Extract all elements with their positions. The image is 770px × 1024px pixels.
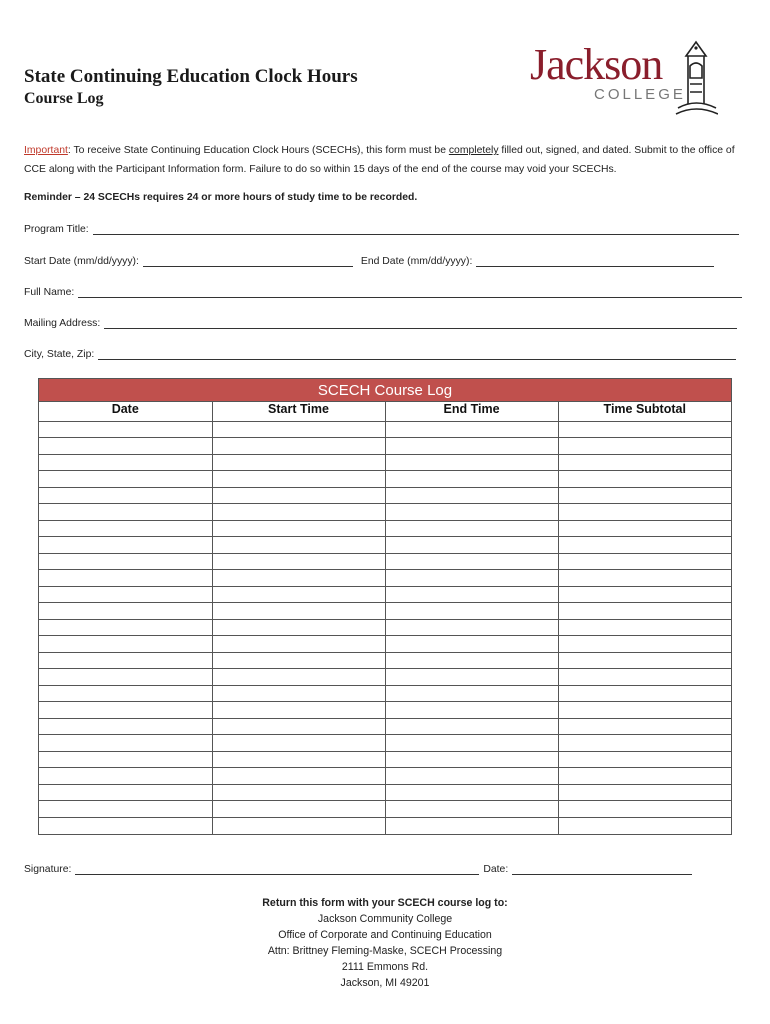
time-subtotal-cell[interactable] [558, 768, 731, 785]
table-row [39, 619, 731, 636]
date-cell[interactable] [39, 784, 212, 801]
start-time-cell[interactable] [212, 454, 385, 471]
start-time-cell[interactable] [212, 685, 385, 702]
course-log-header: SCECH Course Log [39, 379, 731, 402]
mailing-address-label: Mailing Address: [24, 318, 101, 329]
time-subtotal-cell[interactable] [558, 421, 731, 438]
date-label: Date: [483, 864, 509, 875]
time-subtotal-cell[interactable] [558, 487, 731, 504]
date-cell[interactable] [39, 421, 212, 438]
end-time-cell[interactable] [385, 487, 558, 504]
logo-wordmark: Jackson [530, 40, 663, 89]
date-cell[interactable] [39, 438, 212, 455]
time-subtotal-cell[interactable] [558, 801, 731, 818]
date-cell[interactable] [39, 801, 212, 818]
date-cell[interactable] [39, 537, 212, 554]
end-date-line[interactable] [476, 256, 714, 267]
signature-date-line[interactable] [512, 864, 692, 875]
date-cell[interactable] [39, 718, 212, 735]
end-time-cell[interactable] [385, 768, 558, 785]
start-time-cell[interactable] [212, 586, 385, 603]
return-info [0, 895, 770, 991]
table-row [39, 586, 731, 603]
start-time-cell[interactable] [212, 487, 385, 504]
full-name-line[interactable] [78, 287, 742, 298]
time-subtotal-cell[interactable] [558, 504, 731, 521]
end-time-cell[interactable] [385, 735, 558, 752]
column-date: Date [39, 402, 212, 421]
full-name-label: Full Name: [24, 287, 75, 298]
end-time-cell[interactable] [385, 570, 558, 587]
mailing-address-field[interactable] [24, 318, 737, 329]
time-subtotal-cell[interactable] [558, 669, 731, 686]
table-row [39, 652, 731, 669]
time-subtotal-cell[interactable] [558, 636, 731, 653]
table-row [39, 454, 731, 471]
time-subtotal-cell[interactable] [558, 603, 731, 620]
mailing-address-line[interactable] [104, 318, 737, 329]
time-subtotal-cell[interactable] [558, 702, 731, 719]
start-time-cell[interactable] [212, 817, 385, 834]
time-subtotal-cell[interactable] [558, 471, 731, 488]
date-cell[interactable] [39, 768, 212, 785]
start-time-cell[interactable] [212, 438, 385, 455]
end-time-cell[interactable] [385, 438, 558, 455]
scech-course-log [38, 378, 732, 835]
time-subtotal-cell[interactable] [558, 438, 731, 455]
program-title-line[interactable] [93, 224, 739, 235]
start-time-cell[interactable] [212, 619, 385, 636]
return-line: Jackson Community College [317, 913, 453, 925]
signature-line[interactable] [75, 864, 479, 875]
important-label: Important [24, 145, 68, 156]
table-row [39, 504, 731, 521]
end-time-cell[interactable] [385, 817, 558, 834]
city-state-zip-field[interactable] [24, 349, 736, 360]
start-time-cell[interactable] [212, 735, 385, 752]
table-row [39, 636, 731, 653]
end-time-cell[interactable] [385, 520, 558, 537]
tower-icon [674, 38, 718, 116]
start-time-cell[interactable] [212, 504, 385, 521]
date-cell[interactable] [39, 504, 212, 521]
signature-label: Signature: [24, 864, 72, 875]
end-time-cell[interactable] [385, 454, 558, 471]
date-cell[interactable] [39, 652, 212, 669]
end-time-cell[interactable] [385, 718, 558, 735]
start-time-cell[interactable] [212, 553, 385, 570]
table-row [39, 751, 731, 768]
table-row [39, 438, 731, 455]
start-time-cell[interactable] [212, 718, 385, 735]
date-cell[interactable] [39, 454, 212, 471]
time-subtotal-cell[interactable] [558, 751, 731, 768]
start-time-cell[interactable] [212, 570, 385, 587]
table-row [39, 702, 731, 719]
date-cell[interactable] [39, 603, 212, 620]
date-cell[interactable] [39, 586, 212, 603]
time-subtotal-cell[interactable] [558, 520, 731, 537]
table-row [39, 801, 731, 818]
start-time-cell[interactable] [212, 421, 385, 438]
column-time-subtotal: Time Subtotal [558, 402, 731, 421]
time-subtotal-cell[interactable] [558, 817, 731, 834]
date-cell[interactable] [39, 817, 212, 834]
start-time-cell[interactable] [212, 603, 385, 620]
start-time-cell[interactable] [212, 520, 385, 537]
date-cell[interactable] [39, 570, 212, 587]
logo-subtext: COLLEGE [594, 86, 686, 103]
end-time-cell[interactable] [385, 421, 558, 438]
signature-field[interactable] [24, 864, 692, 875]
table-row [39, 487, 731, 504]
time-subtotal-cell[interactable] [558, 454, 731, 471]
time-subtotal-cell[interactable] [558, 735, 731, 752]
table-row [39, 570, 731, 587]
end-time-cell[interactable] [385, 619, 558, 636]
date-cell[interactable] [39, 751, 212, 768]
return-line: Jackson, MI 49201 [340, 977, 430, 989]
end-time-cell[interactable] [385, 471, 558, 488]
table-row [39, 784, 731, 801]
end-time-cell[interactable] [385, 784, 558, 801]
date-cell[interactable] [39, 487, 212, 504]
table-row [39, 603, 731, 620]
table-row [39, 718, 731, 735]
form-title: State Continuing Education Clock Hours [24, 66, 358, 87]
start-date-label: Start Date (mm/dd/yyyy): [24, 256, 139, 267]
time-subtotal-cell[interactable] [558, 619, 731, 636]
program-title-label: Program Title: [24, 224, 89, 235]
time-subtotal-cell[interactable] [558, 784, 731, 801]
end-time-cell[interactable] [385, 504, 558, 521]
end-time-cell[interactable] [385, 652, 558, 669]
time-subtotal-cell[interactable] [558, 685, 731, 702]
time-subtotal-cell[interactable] [558, 652, 731, 669]
table-row [39, 520, 731, 537]
date-cell[interactable] [39, 735, 212, 752]
end-time-cell[interactable] [385, 603, 558, 620]
end-time-cell[interactable] [385, 702, 558, 719]
end-date-label: End Date (mm/dd/yyyy): [360, 256, 473, 267]
end-time-cell[interactable] [385, 801, 558, 818]
full-name-field[interactable] [24, 287, 742, 298]
return-line: 2111 Emmons Rd. [341, 961, 429, 973]
start-time-cell[interactable] [212, 471, 385, 488]
time-subtotal-cell[interactable] [558, 537, 731, 554]
date-cell[interactable] [39, 619, 212, 636]
return-line: Attn: Brittney Fleming-Maske, SCECH Processing [267, 945, 503, 957]
table-row [39, 421, 731, 438]
start-time-cell[interactable] [212, 537, 385, 554]
table-row [39, 669, 731, 686]
course-log-table [39, 402, 731, 834]
column-end-time: End Time [385, 402, 558, 421]
end-time-cell[interactable] [385, 636, 558, 653]
end-time-cell[interactable] [385, 669, 558, 686]
date-cell[interactable] [39, 636, 212, 653]
jackson-college-logo [528, 38, 728, 116]
end-time-cell[interactable] [385, 685, 558, 702]
table-row [39, 471, 731, 488]
date-cell[interactable] [39, 702, 212, 719]
start-time-cell[interactable] [212, 669, 385, 686]
table-row [39, 553, 731, 570]
intro-paragraph: Important: To receive State Continuing Education Clock Hours (SCECHs), this form must be completely filled out, signed, and dated. Submit to the office of CCE along with the Participant Information form. Failure to do so within 15 days of the end of the course may void your SCECHs. [24, 145, 735, 175]
time-subtotal-cell[interactable] [558, 553, 731, 570]
start-time-cell[interactable] [212, 751, 385, 768]
table-row [39, 685, 731, 702]
time-subtotal-cell[interactable] [558, 570, 731, 587]
start-time-cell[interactable] [212, 801, 385, 818]
table-row [39, 537, 731, 554]
return-line: Office of Corporate and Continuing Education [278, 929, 492, 941]
date-cell[interactable] [39, 471, 212, 488]
start-time-cell[interactable] [212, 702, 385, 719]
start-time-cell[interactable] [212, 652, 385, 669]
table-row [39, 817, 731, 834]
city-state-zip-line[interactable] [98, 349, 736, 360]
table-row [39, 735, 731, 752]
return-heading: Return this form with your SCECH course log to: [262, 897, 508, 909]
end-time-cell[interactable] [385, 751, 558, 768]
start-time-cell[interactable] [212, 768, 385, 785]
course-log-rows [39, 421, 731, 834]
date-cell[interactable] [39, 685, 212, 702]
date-cell[interactable] [39, 553, 212, 570]
end-time-cell[interactable] [385, 586, 558, 603]
time-subtotal-cell[interactable] [558, 586, 731, 603]
dates-field[interactable] [24, 256, 714, 267]
date-cell[interactable] [39, 669, 212, 686]
course-log-column-headers [39, 402, 731, 421]
start-time-cell[interactable] [212, 636, 385, 653]
end-time-cell[interactable] [385, 553, 558, 570]
start-time-cell[interactable] [212, 784, 385, 801]
city-state-zip-label: City, State, Zip: [24, 349, 95, 360]
reminder-text: Reminder – 24 SCECHs requires 24 or more hours of study time to be recorded. [24, 192, 418, 203]
date-cell[interactable] [39, 520, 212, 537]
program-title-field[interactable] [24, 224, 739, 235]
end-time-cell[interactable] [385, 537, 558, 554]
table-row [39, 768, 731, 785]
time-subtotal-cell[interactable] [558, 718, 731, 735]
form-subtitle: Course Log [24, 90, 104, 107]
start-date-line[interactable] [143, 256, 353, 267]
column-start-time: Start Time [212, 402, 385, 421]
